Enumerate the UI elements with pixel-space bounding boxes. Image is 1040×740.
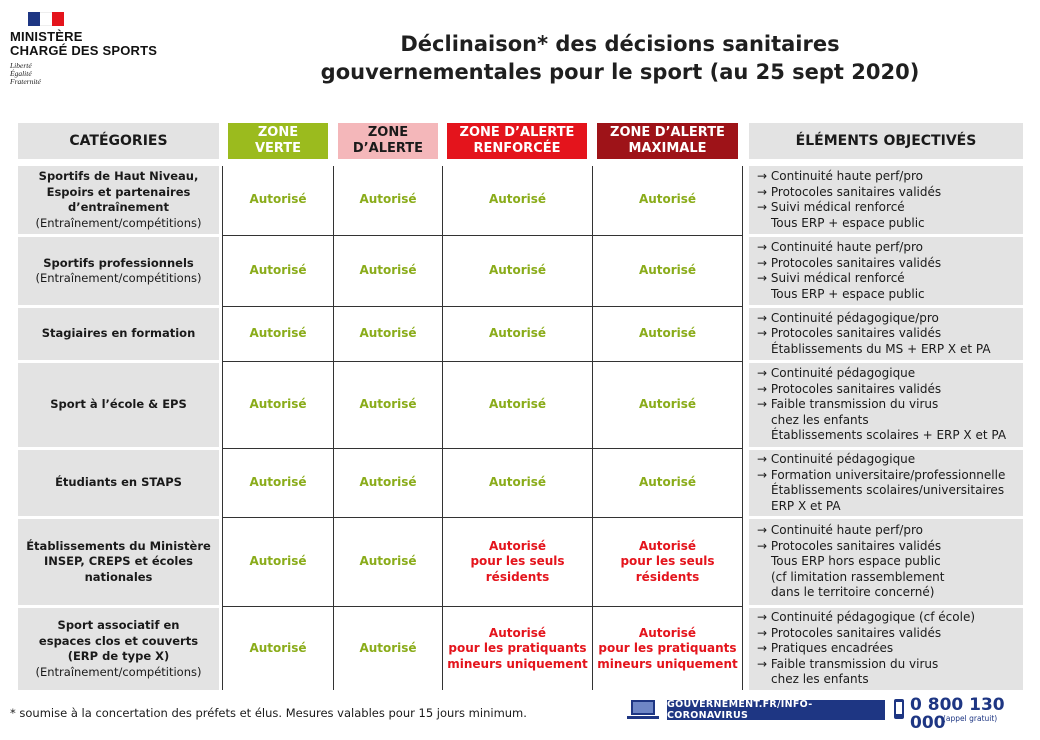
element-line: → Continuité pédagogique: [757, 366, 916, 381]
category-sublabel: (Entraînement/compétitions): [35, 271, 202, 285]
category-cell: [18, 363, 219, 447]
element-line: → Formation universitaire/professionnelle: [757, 467, 1006, 482]
elements-cell: [749, 363, 1023, 447]
ministry-logo: [10, 12, 190, 86]
zone-renforcee-line1: ZONE D’ALERTE: [459, 125, 575, 140]
category-sublabel: (Entraînement/compétitions): [35, 664, 202, 679]
status-cell-maximale: [593, 166, 742, 234]
motto-egalite: Égalité: [10, 69, 32, 78]
element-line: ERP X et PA: [771, 498, 841, 513]
status-cell-alerte: [334, 608, 442, 690]
status-cell-verte: [223, 308, 333, 360]
title-line-1: Déclinaison* des décisions sanitaires: [400, 32, 840, 56]
status-cell-renforcee: [443, 363, 592, 447]
zone-renforcee-line2: RENFORCÉE: [473, 141, 561, 156]
element-line: → Continuité pédagogique: [757, 452, 916, 466]
status-cell-maximale: [593, 450, 742, 516]
status-cell-maximale: [593, 519, 742, 605]
status-cell-renforcee: [443, 237, 592, 305]
elements-cell: [749, 166, 1023, 234]
element-line: → Protocoles sanitaires validés: [757, 184, 942, 199]
status-cell-verte: [223, 166, 333, 234]
phone-note: (appel gratuit): [943, 714, 998, 723]
element-line: → Faible transmission du virus: [757, 397, 939, 412]
status-text: pour les seuls: [620, 554, 715, 569]
element-line: → Protocoles sanitaires validés: [757, 255, 942, 270]
status-cell-renforcee: [443, 519, 592, 605]
status-cell-alerte: [334, 450, 442, 516]
status-text: pour les seuls: [470, 554, 565, 569]
title-line-2: gouvernementales pour le sport (au 25 sept 2020): [320, 60, 920, 84]
grid-line-horizontal: [222, 606, 743, 607]
computer-icon: [626, 699, 660, 721]
elements-cell: [749, 608, 1023, 690]
status-text: Autorisé: [638, 263, 697, 278]
status-text: résidents: [485, 569, 550, 584]
element-line: → Protocoles sanitaires validés: [757, 326, 942, 341]
element-line: → Suivi médical renforcé: [757, 200, 905, 214]
zone-alerte-line1: ZONE: [367, 125, 409, 140]
status-text: Autorisé: [638, 192, 697, 207]
element-line: chez les enfants: [771, 672, 869, 687]
elements-cell: [749, 237, 1023, 305]
status-text: Autorisé: [249, 397, 307, 412]
zone-verte-line2: VERTE: [254, 141, 302, 156]
element-line: → Continuité pédagogique/pro: [757, 310, 939, 325]
status-cell-verte: [223, 237, 333, 305]
category-label: Sport à l’école & EPS: [50, 397, 187, 412]
element-line: → Suivi médical renforcé: [757, 271, 905, 285]
element-line: Établissements du MS + ERP X et PA: [771, 341, 991, 356]
status-text: Autorisé: [638, 326, 697, 341]
grid-line-horizontal: [222, 448, 743, 449]
status-cell-renforcee: [443, 450, 592, 516]
category-cell: [18, 166, 219, 234]
element-line: dans le territoire concerné): [771, 585, 935, 600]
status-cell-verte: [223, 363, 333, 447]
element-line: → Protocoles sanitaires validés: [757, 381, 942, 396]
zone-maximale-line2: MAXIMALE: [628, 141, 707, 156]
status-cell-maximale: [593, 363, 742, 447]
column-header-elements: ÉLÉMENTS OBJECTIVÉS: [749, 123, 1023, 159]
element-line: Tous ERP + espace public: [771, 215, 925, 230]
status-cell-alerte: [334, 519, 442, 605]
category-label: INSEP, CREPS et écoles: [43, 554, 193, 569]
element-line: → Continuité haute perf/pro: [757, 240, 923, 254]
status-text: Autorisé: [249, 554, 307, 569]
column-header-zone-maximale: [597, 123, 738, 159]
element-line: → Continuité pédagogique (cf école): [757, 610, 976, 625]
status-cell-verte: [223, 608, 333, 690]
category-label: Espoirs et partenaires: [46, 184, 191, 199]
status-cell-renforcee: [443, 608, 592, 690]
status-text: Autorisé: [249, 192, 307, 207]
status-cell-maximale: [593, 237, 742, 305]
element-line: chez les enfants: [771, 412, 869, 427]
status-text: Autorisé: [359, 641, 417, 656]
status-cell-verte: [223, 450, 333, 516]
status-cell-alerte: [334, 308, 442, 360]
status-text: Autorisé: [359, 554, 417, 569]
element-line: → Protocoles sanitaires validés: [757, 538, 942, 553]
status-text: mineurs uniquement: [597, 656, 738, 671]
category-label: espaces clos et couverts: [38, 633, 199, 648]
element-line: Tous ERP + espace public: [771, 286, 925, 301]
category-label: Sport associatif en: [57, 618, 180, 632]
grid-line-horizontal: [222, 306, 743, 307]
element-line: → Continuité haute perf/pro: [757, 169, 923, 183]
element-line: Tous ERP hors espace public: [771, 554, 941, 569]
status-text: Autorisé: [249, 263, 307, 278]
footnote: * soumise à la concertation des préfets et élus. Mesures valables pour 15 jours minimum.: [10, 706, 527, 720]
element-line: Établissements scolaires/universitaires: [771, 483, 1005, 497]
info-url-link[interactable]: GOUVERNEMENT.FR/INFO-CORONAVIRUS: [667, 700, 885, 720]
phone-icon: [893, 698, 905, 720]
grid-line-horizontal: [222, 235, 743, 236]
status-cell-alerte: [334, 237, 442, 305]
status-text: Autorisé: [488, 538, 547, 553]
category-label: d’entraînement: [68, 200, 169, 214]
status-text: Autorisé: [359, 192, 417, 207]
phone-number[interactable]: 0 800 130 000: [910, 695, 1005, 733]
category-label: Sportifs de Haut Niveau,: [38, 169, 199, 183]
status-text: mineurs uniquement: [447, 656, 588, 671]
status-text: Autorisé: [488, 625, 547, 640]
status-text: Autorisé: [359, 326, 417, 341]
element-line: → Pratiques encadrées: [757, 641, 894, 656]
zone-alerte-line2: D’ALERTE: [352, 141, 424, 156]
element-line: → Faible transmission du virus: [757, 656, 939, 671]
status-text: Autorisé: [638, 625, 697, 640]
status-cell-alerte: [334, 363, 442, 447]
category-cell: [18, 308, 219, 360]
status-text: Autorisé: [488, 397, 547, 412]
status-cell-verte: [223, 519, 333, 605]
grid-line-vertical: [742, 166, 743, 690]
status-cell-renforcee: [443, 308, 592, 360]
page-title: [300, 30, 940, 86]
status-text: résidents: [635, 569, 700, 584]
grid-line-horizontal: [222, 517, 743, 518]
status-cell-maximale: [593, 608, 742, 690]
motto-fraternite: Fraternité: [10, 77, 41, 86]
column-header-zone-alerte: [338, 123, 438, 159]
column-header-zone-renforcee: [447, 123, 587, 159]
status-text: Autorisé: [359, 263, 417, 278]
category-cell: [18, 237, 219, 305]
status-text: Autorisé: [249, 326, 307, 341]
category-cell: [18, 608, 219, 690]
status-text: Autorisé: [488, 326, 547, 341]
category-label: Stagiaires en formation: [41, 326, 196, 341]
zone-maximale-line1: ZONE D’ALERTE: [610, 125, 725, 140]
ministry-name-line2: CHARGÉ DES SPORTS: [10, 43, 158, 58]
element-line: Établissements scolaires + ERP X et PA: [771, 428, 1007, 443]
category-label: (ERP de type X): [67, 649, 170, 663]
republic-motto: [10, 62, 190, 86]
status-text: pour les pratiquants: [598, 641, 737, 656]
status-text: Autorisé: [638, 475, 697, 490]
status-text: Autorisé: [359, 397, 417, 412]
motto-liberte: Liberté: [10, 61, 32, 70]
status-text: Autorisé: [488, 475, 547, 490]
element-line: → Continuité haute perf/pro: [757, 523, 923, 538]
category-sublabel: (Entraînement/compétitions): [35, 215, 202, 230]
column-header-categories: CATÉGORIES: [18, 123, 219, 159]
column-header-zone-verte: [228, 123, 328, 159]
category-cell: [18, 519, 219, 605]
elements-cell: [749, 519, 1023, 605]
element-line: (cf limitation rassemblement: [771, 569, 945, 584]
grid-line-horizontal: [222, 361, 743, 362]
status-text: Autorisé: [359, 475, 417, 490]
category-label: nationales: [84, 569, 153, 584]
status-text: Autorisé: [249, 641, 307, 656]
category-label: Sportifs professionnels: [43, 255, 194, 270]
status-text: Autorisé: [638, 538, 697, 553]
zone-verte-line1: ZONE: [257, 125, 299, 140]
status-text: Autorisé: [249, 475, 307, 490]
elements-cell: [749, 308, 1023, 360]
status-cell-renforcee: [443, 166, 592, 234]
category-label: Étudiants en STAPS: [55, 475, 182, 490]
status-cell-alerte: [334, 166, 442, 234]
french-flag-icon: [28, 12, 64, 26]
element-line: → Protocoles sanitaires validés: [757, 625, 942, 640]
status-cell-maximale: [593, 308, 742, 360]
status-text: Autorisé: [488, 192, 547, 207]
status-text: Autorisé: [488, 263, 547, 278]
ministry-name-line1: MINISTÈRE: [10, 29, 83, 44]
status-text: Autorisé: [638, 397, 697, 412]
category-label: Établissements du Ministère: [26, 538, 211, 553]
elements-cell: [749, 450, 1023, 516]
category-cell: [18, 450, 219, 516]
status-text: pour les pratiquants: [448, 641, 587, 656]
